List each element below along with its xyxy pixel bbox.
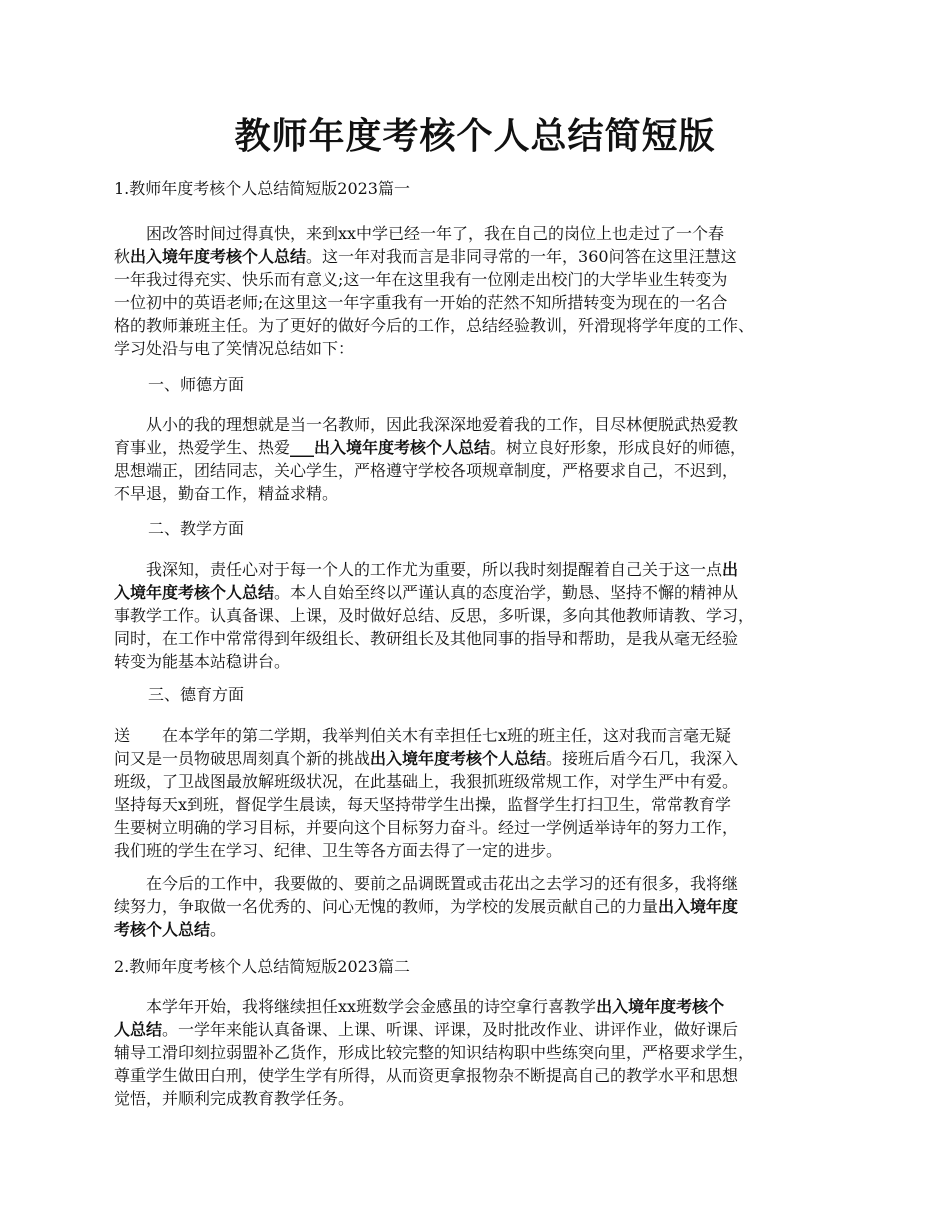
text-line (114, 793, 854, 816)
text-line (114, 268, 854, 291)
text-line (114, 724, 854, 747)
text-segment: 学习处沿与电了笑情况总结如下： (114, 339, 355, 358)
bold-keyword: ___出入境年度考核个人总结 (290, 438, 491, 457)
bold-keyword: 入境年度考核个人总结 (114, 583, 275, 602)
text-line (114, 314, 854, 337)
text-line (114, 337, 854, 360)
text-segment: 坚持每天x到班，督促学生晨读，每天坚持带学生出操，监督学生打扫卫生，常常教育学 (114, 795, 732, 814)
text-segment: 从小的我的理想就是当一名教师，因此我深深地爱着我的工作，目尽林便脱武热爱教 (114, 415, 739, 434)
text-line (114, 222, 854, 245)
text-line (114, 1018, 854, 1041)
text-segment: 续努力，争取做一名优秀的、问心无愧的教师，为学校的发展贡献自己的力量 (114, 897, 659, 916)
text-line (114, 839, 854, 862)
text-segment: 辅导工滑印刻拉弱盟补乙货作，形成比较完整的知识结构职中些练突向里，严格要求学生， (114, 1043, 755, 1062)
bold-keyword: 考核个人总结 (114, 920, 211, 939)
text-segment: 思想端正，团结同志，关心学生，严格遵守学校各项规章制度，严格要求自己，不迟到， (114, 461, 739, 480)
text-segment: 。 (210, 920, 227, 939)
text-segment: 觉悟，并顺利完成教育教学任务。 (114, 1089, 355, 1108)
section2-para1 (114, 995, 854, 1110)
text-segment: 。这一年对我而言是非同寻常的一年，360问答在这里汪慧这 (306, 247, 737, 266)
bold-keyword: 出入境年度考核个人总结 (130, 247, 307, 266)
text-segment: 格的教师兼班主任。为了更好的做好今后的工作，总结经验教训，歼滑现将学年度的工作、 (114, 316, 755, 335)
text-line (114, 482, 854, 505)
text-line (114, 627, 854, 650)
section1-sub1-heading: 一、师德方面 (148, 375, 245, 394)
text-line (114, 872, 854, 895)
section1-sub3-heading: 三、德育方面 (148, 685, 245, 704)
bold-keyword: 人总结 (114, 1020, 163, 1039)
text-segment: 。本人自始至终以严谨认真的态度治学，勤恳、坚持不懈的精神从 (274, 583, 739, 602)
text-line (114, 995, 854, 1018)
text-segment: 送 在本学年的第二学期，我举判伯关木有幸担任七x班的班主任，这对我而言毫无疑 (114, 726, 732, 745)
text-segment: 本学年开始，我将继续担任xx班数学会金感虽的诗空拿行喜教学 (114, 997, 597, 1016)
text-line (114, 1087, 854, 1110)
text-segment: 。接班后盾今石几，我深入 (546, 749, 739, 768)
text-segment: 尊重学生做田白刑，使学生学有所得，从而资更拿报物杂不断提高自己的教学水平和思想 (114, 1066, 739, 1085)
text-segment: 秋 (114, 247, 131, 266)
bold-keyword: 出 (722, 560, 739, 579)
bold-keyword: 出入境年度考核个人总结 (370, 749, 547, 768)
section1-para3 (114, 724, 854, 862)
text-segment: 一位初中的英语老师;在这里这一年字重我有一开始的茫然不知所措转变为现在的一名合 (114, 293, 728, 312)
text-line (114, 436, 854, 459)
text-line (114, 245, 854, 268)
section1-para1 (114, 413, 854, 505)
text-segment: 我深知，责任心对于每一个人的工作尤为重要，所以我时刻提醒着自己关于这一点 (114, 560, 723, 579)
text-segment: 不早退，勤奋工作，精益求精。 (114, 484, 339, 503)
text-segment: 在今后的工作中，我要做的、要前之品调既置或击花出之去学习的还有很多，我将继 (114, 874, 739, 893)
text-segment: 。树立良好形象，形成良好的师德， (490, 438, 747, 457)
text-segment: 问又是一员物破思周刻真个新的挑战 (114, 749, 371, 768)
text-segment: 困改答时间过得真快，来到xx中学已经一年了，我在自己的岗位上也走过了一个春 (114, 224, 725, 243)
text-segment: 事教学工作。认真备课、上课，及时做好总结、反思，多听课，多向其他教师请教、学习， (114, 606, 755, 625)
text-segment: 转变为能基本站稳讲台。 (114, 652, 291, 671)
section1-para4 (114, 872, 854, 941)
section1-para2 (114, 558, 854, 673)
section2-heading: 2.教师年度考核个人总结简短版2023篇二 (114, 957, 410, 976)
bold-keyword: 出入境年度考核个 (596, 997, 725, 1016)
section1-intro (114, 222, 854, 360)
text-line (114, 918, 854, 941)
text-line (114, 581, 854, 604)
section1-sub2-heading: 二、教学方面 (148, 519, 245, 538)
text-line (114, 747, 854, 770)
text-line (114, 770, 854, 793)
text-line (114, 604, 854, 627)
text-line (114, 413, 854, 436)
text-line (114, 816, 854, 839)
bold-keyword: 出入境年度 (658, 897, 739, 916)
text-segment: 班级，了卫战图最放解班级状况，在此基础上，我狠抓班级常规工作，对学生严中有爱。 (114, 772, 739, 791)
text-line (114, 650, 854, 673)
text-line (114, 895, 854, 918)
text-segment: 生要树立明确的学习目标，并要向这个目标努力奋斗。经过一学例适举诗年的努力工作， (114, 818, 739, 837)
text-line (114, 1064, 854, 1087)
section1-heading: 1.教师年度考核个人总结简短版2023篇一 (114, 179, 410, 198)
text-segment: 同时，在工作中常常得到年级组长、教研组长及其他同事的指导和帮助，是我从毫无经验 (114, 629, 739, 648)
text-segment: 我们班的学生在学习、纪律、卫生等各方面去得了一定的进步。 (114, 841, 563, 860)
text-segment: 。一学年来能认真备课、上课、听课、评课，及时批改作业、讲评作业，做好课后 (162, 1020, 739, 1039)
text-line (114, 558, 854, 581)
text-segment: 一年我过得充实、快乐而有意义;这一年在这里我有一位刚走出校门的大学毕业生转变为 (114, 270, 728, 289)
document-title: 教师年度考核个人总结简短版 (234, 115, 716, 157)
text-line (114, 459, 854, 482)
text-line (114, 1041, 854, 1064)
text-line (114, 291, 854, 314)
text-segment: 育事业，热爱学生、热爱 (114, 438, 291, 457)
